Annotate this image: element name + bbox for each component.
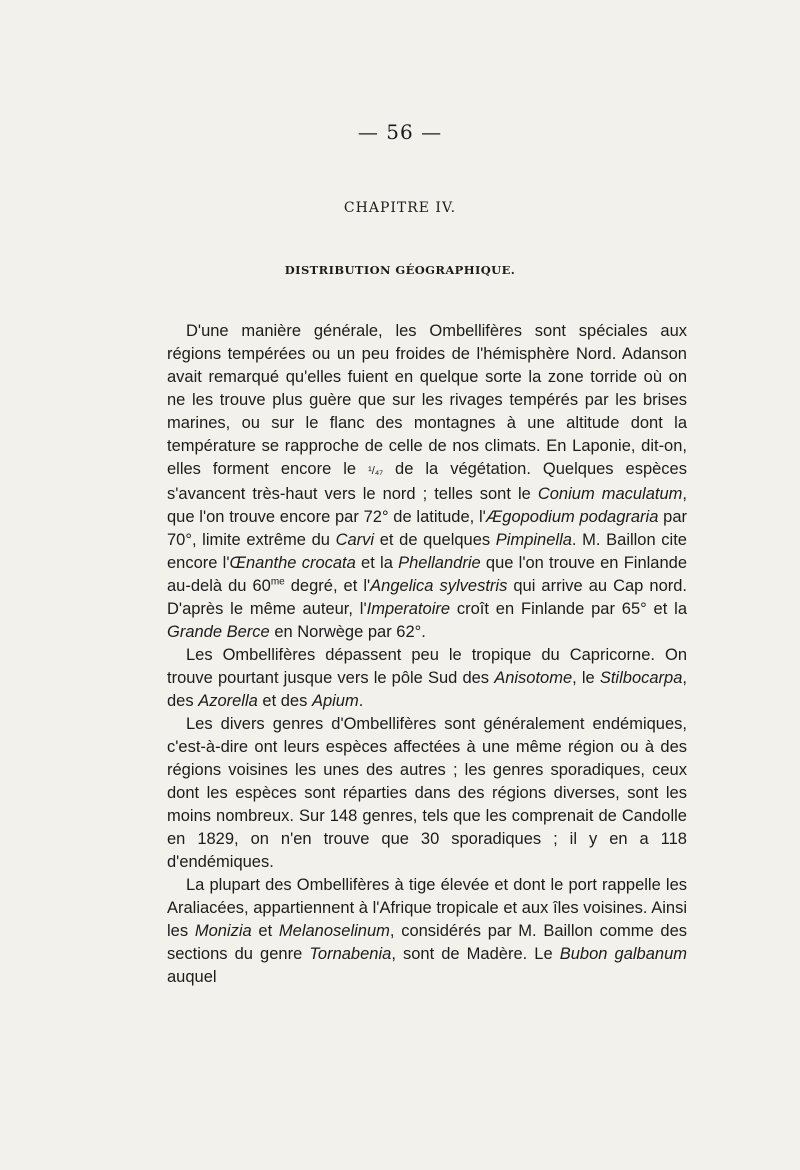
text-run: et de quelques	[374, 531, 496, 549]
text-run: qui arrive au Cap nord. D'après le même auteur, l'	[167, 577, 687, 618]
species-name: Angelica sylvestris	[370, 577, 508, 595]
text-run: par 70°, limite extrême du	[167, 508, 687, 549]
text-run: auquel	[167, 968, 217, 986]
text-run: en Norwège par 62°.	[269, 623, 426, 641]
text-run: , des	[167, 669, 687, 710]
text-run: croît en Finlande par 65° et la	[450, 600, 687, 618]
species-name: Bubon galbanum	[559, 945, 687, 963]
text-run: de la végétation. Quelques espèces s'avancent très-haut vers le nord ; telles sont le	[167, 460, 687, 503]
text-run: .	[358, 692, 364, 710]
text-run: degré, et l'	[284, 577, 371, 595]
text-run: et	[251, 922, 279, 940]
text-run: , le	[572, 669, 600, 687]
species-name: Phellandrie	[398, 554, 481, 572]
species-name: Carvi	[335, 531, 375, 549]
chapter-heading: CHAPITRE IV.	[343, 200, 457, 216]
genus-name: Melanoselinum	[278, 922, 390, 940]
text-run: , sont de Madère. Le	[391, 945, 560, 963]
text-run: , considérés par M. Baillon comme des sections du genre	[167, 922, 688, 963]
genus-name: Apium	[311, 692, 359, 710]
text-run: et des	[257, 692, 312, 710]
section-title: DISTRIBUTION GÉOGRAPHIQUE.	[284, 263, 516, 277]
species-name: Imperatoire	[366, 600, 451, 618]
text-run: Les Ombellifères dépassent peu le tropique du Capricorne. On trouve pourtant jusque vers le pôle Sud des	[167, 646, 687, 687]
text-run: La plupart des Ombellifères à tige élevée et dont le port rappelle les Araliacées, appartiennent à l'Afrique tropicale et aux îles voisines. Ainsi les	[167, 876, 687, 940]
genus-name: Monizia	[194, 922, 252, 940]
text-run: . M. Baillon cite encore l'	[167, 531, 687, 572]
text-run: , que l'on trouve encore par 72° de latitude, l'	[167, 485, 687, 526]
fraction: ¹/₄₇	[368, 465, 384, 477]
paragraph-3: Les divers genres d'Ombellifères sont généralement endémiques, c'est-à-dire ont leurs espèces affectées à une même région ou à des régions voisines les unes des autres ; les genres sporadiques, ceux dont les espèces sont réparties dans des régions diverses, sont les moins nombreux. Sur 148 genres, tels que les comprenait de Candolle en 1829, on n'en trouve que 30 sporadiques ; il y en a 118 d'endémiques.	[167, 715, 687, 871]
body-text	[167, 320, 687, 989]
genus-name: Anisotome	[494, 669, 573, 687]
paragraph-4	[167, 874, 687, 989]
genus-name: Stilbocarpa	[599, 669, 683, 687]
genus-name: Tornabenia	[309, 945, 392, 963]
species-name: Conium maculatum	[537, 485, 683, 503]
species-name: Ægopodium podagraria	[485, 508, 659, 526]
paragraph-2	[167, 644, 687, 713]
species-name: Œnanthe crocata	[229, 554, 356, 572]
species-name: Pimpinella	[495, 531, 572, 549]
text-run: que l'on trouve en Finlande au-delà du 60	[167, 554, 688, 595]
genus-name: Azorella	[198, 692, 258, 710]
text-run: et la	[355, 554, 399, 572]
superscript: me	[270, 576, 285, 588]
paragraph-1	[167, 320, 687, 644]
text-run: D'une manière générale, les Ombellifères sont spéciales aux régions tempérées ou un peu froides de l'hémisphère Nord. Adanson avait remarqué qu'elles fuient en quelque sorte la zone torride où on ne les trouve plus guère que sur les rivages tempérés par les brises marines, ou sur le flanc des montagnes à une altitude dont la température se rapproche de celle de nos climats. En Laponie, dit-on, elles forment encore le	[167, 322, 687, 478]
page-number: — 56 —	[357, 120, 443, 144]
species-name: Grande Berce	[167, 623, 270, 641]
